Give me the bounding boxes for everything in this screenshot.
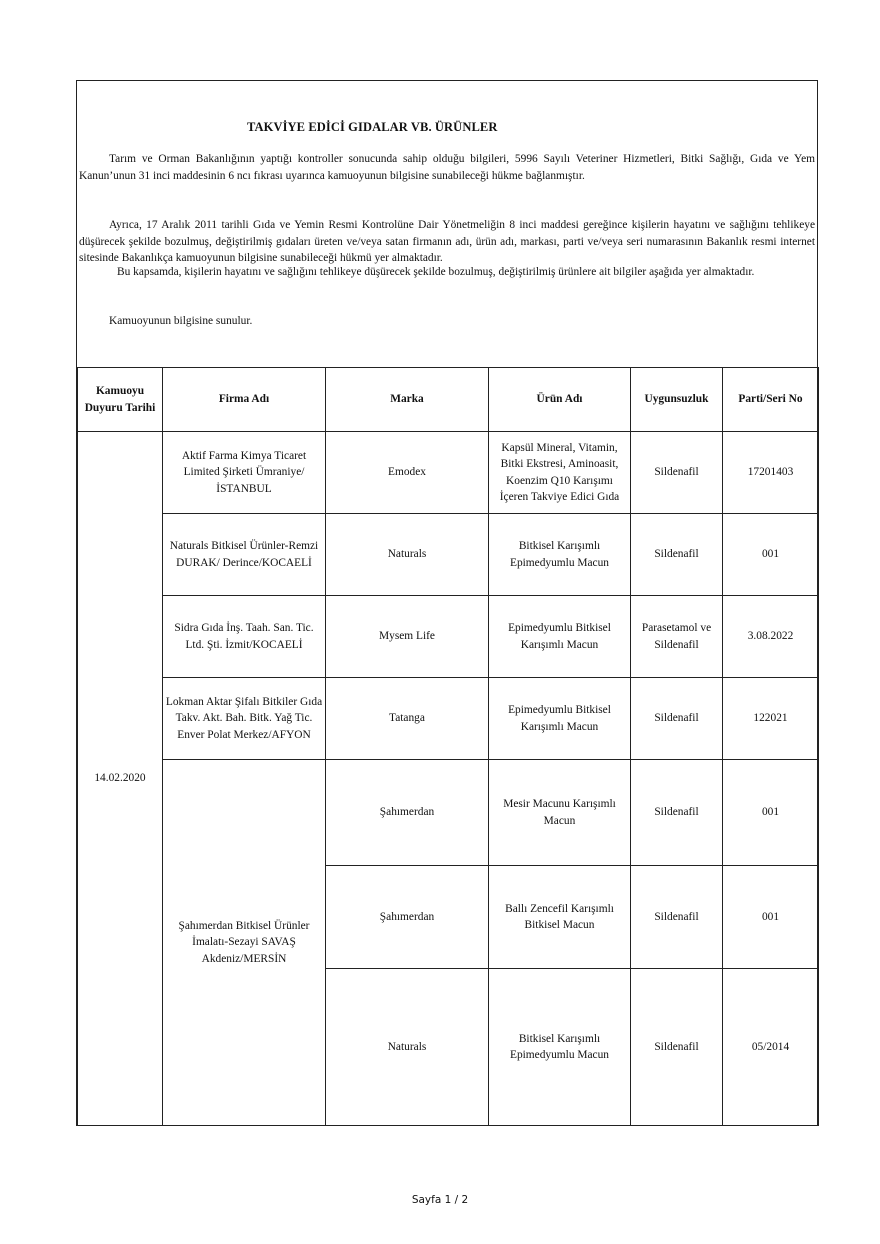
lot-cell: 001 xyxy=(723,866,819,969)
brand-cell: Mysem Life xyxy=(326,596,489,678)
brand-cell: Şahımerdan xyxy=(326,760,489,866)
issue-cell: Sildenafil xyxy=(631,514,723,596)
paragraph-2 xyxy=(79,217,815,267)
product-cell: Epimedyumlu Bitkisel Karışımlı Macun xyxy=(489,596,631,678)
issue-cell: Sildenafil xyxy=(631,432,723,514)
paragraph-4 xyxy=(79,313,815,330)
header-issue: Uygunsuzluk xyxy=(631,368,723,432)
table-row xyxy=(78,514,819,596)
announcement-date: 14.02.2020 xyxy=(78,432,163,1126)
product-cell: Bitkisel Karışımlı Epimedyumlu Macun xyxy=(489,514,631,596)
firm-cell: Sidra Gıda İnş. Taah. San. Tic. Ltd. Şti. İzmit/KOCAELİ xyxy=(163,596,326,678)
table-header-row xyxy=(78,368,819,432)
paragraph-3 xyxy=(79,264,815,281)
issue-cell: Sildenafil xyxy=(631,969,723,1126)
paragraph-4-text: Kamuoyunun bilgisine sunulur. xyxy=(109,315,253,327)
header-date: Kamuoyu Duyuru Tarihi xyxy=(78,368,163,432)
paragraph-2-text: Ayrıca, 17 Aralık 2011 tarihli Gıda ve Yemin Resmi Kontrolüne Dair Yönetmeliğin 8 inci maddesi gereğince kişilerin hayatını ve sağlığını tehlikeye düşürecek şekilde bozulmuş, değiştirilmiş gıdaları üreten ve/veya satan firmanın adı, ürün adı, markası, parti ve/veya seri numarasının Bakanlık resmi internet sitesinde Bakanlıkça kamuoyunun bilgisine sunabileceği hükmü yer almaktadır. xyxy=(79,219,815,264)
firm-cell: Aktif Farma Kimya Ticaret Limited Şirketi Ümraniye/İSTANBUL xyxy=(163,432,326,514)
firm-cell: Şahımerdan Bitkisel Ürünler İmalatı-Sezayi SAVAŞ Akdeniz/MERSİN xyxy=(163,760,326,1126)
brand-cell: Emodex xyxy=(326,432,489,514)
firm-cell: Naturals Bitkisel Ürünler-Remzi DURAK/ Derince/KOCAELİ xyxy=(163,514,326,596)
issue-cell: Sildenafil xyxy=(631,760,723,866)
lot-cell: 122021 xyxy=(723,678,819,760)
table-row xyxy=(78,760,819,866)
table-row xyxy=(78,596,819,678)
issue-cell: Sildenafil xyxy=(631,866,723,969)
table-row xyxy=(78,432,819,514)
brand-cell: Naturals xyxy=(326,969,489,1126)
product-cell: Epimedyumlu Bitkisel Karışımlı Macun xyxy=(489,678,631,760)
header-product: Ürün Adı xyxy=(489,368,631,432)
document-frame xyxy=(76,80,818,1126)
paragraph-1 xyxy=(79,151,815,184)
header-brand: Marka xyxy=(326,368,489,432)
brand-cell: Tatanga xyxy=(326,678,489,760)
product-cell: Bitkisel Karışımlı Epimedyumlu Macun xyxy=(489,969,631,1126)
brand-cell: Naturals xyxy=(326,514,489,596)
document-title: TAKVİYE EDİCİ GIDALAR VB. ÜRÜNLER xyxy=(247,120,498,134)
lot-cell: 17201403 xyxy=(723,432,819,514)
issue-cell: Sildenafil xyxy=(631,678,723,760)
intro-section xyxy=(77,81,817,367)
product-cell: Kapsül Mineral, Vitamin, Bitki Ekstresi, Aminoasit, Koenzim Q10 Karışımı İçeren Takviye Edici Gıda xyxy=(489,432,631,514)
header-lot: Parti/Seri No xyxy=(723,368,819,432)
paragraph-1-text: Tarım ve Orman Bakanlığının yaptığı kontroller sonucunda sahip olduğu bilgileri, 5996 Sayılı Veteriner Hizmetleri, Bitki Sağlığı, Gıda ve Yem Kanun’unun 31 inci maddesinin 6 ncı fıkrası uyarınca kamuoyunun bilgisine sunabileceği hükme bağlanmıştır. xyxy=(79,153,815,182)
lot-cell: 05/2014 xyxy=(723,969,819,1126)
header-firm: Firma Adı xyxy=(163,368,326,432)
lot-cell: 001 xyxy=(723,760,819,866)
issue-cell: Parasetamol ve Sildenafil xyxy=(631,596,723,678)
page-footer: Sayfa 1 / 2 xyxy=(411,1194,469,1206)
lot-cell: 001 xyxy=(723,514,819,596)
brand-cell: Şahımerdan xyxy=(326,866,489,969)
lot-cell: 3.08.2022 xyxy=(723,596,819,678)
table-row xyxy=(78,678,819,760)
firm-cell: Lokman Aktar Şifalı Bitkiler Gıda Takv. Akt. Bah. Bitk. Yağ Tic. Enver Polat Merkez/AFYON xyxy=(163,678,326,760)
product-cell: Ballı Zencefil Karışımlı Bitkisel Macun xyxy=(489,866,631,969)
product-cell: Mesir Macunu Karışımlı Macun xyxy=(489,760,631,866)
paragraph-3-text: Bu kapsamda, kişilerin hayatını ve sağlığını tehlikeye düşürecek şekilde bozulmuş, değiştirilmiş ürünlere ait bilgiler aşağıda yer almaktadır. xyxy=(117,266,755,278)
products-table xyxy=(77,367,819,1126)
